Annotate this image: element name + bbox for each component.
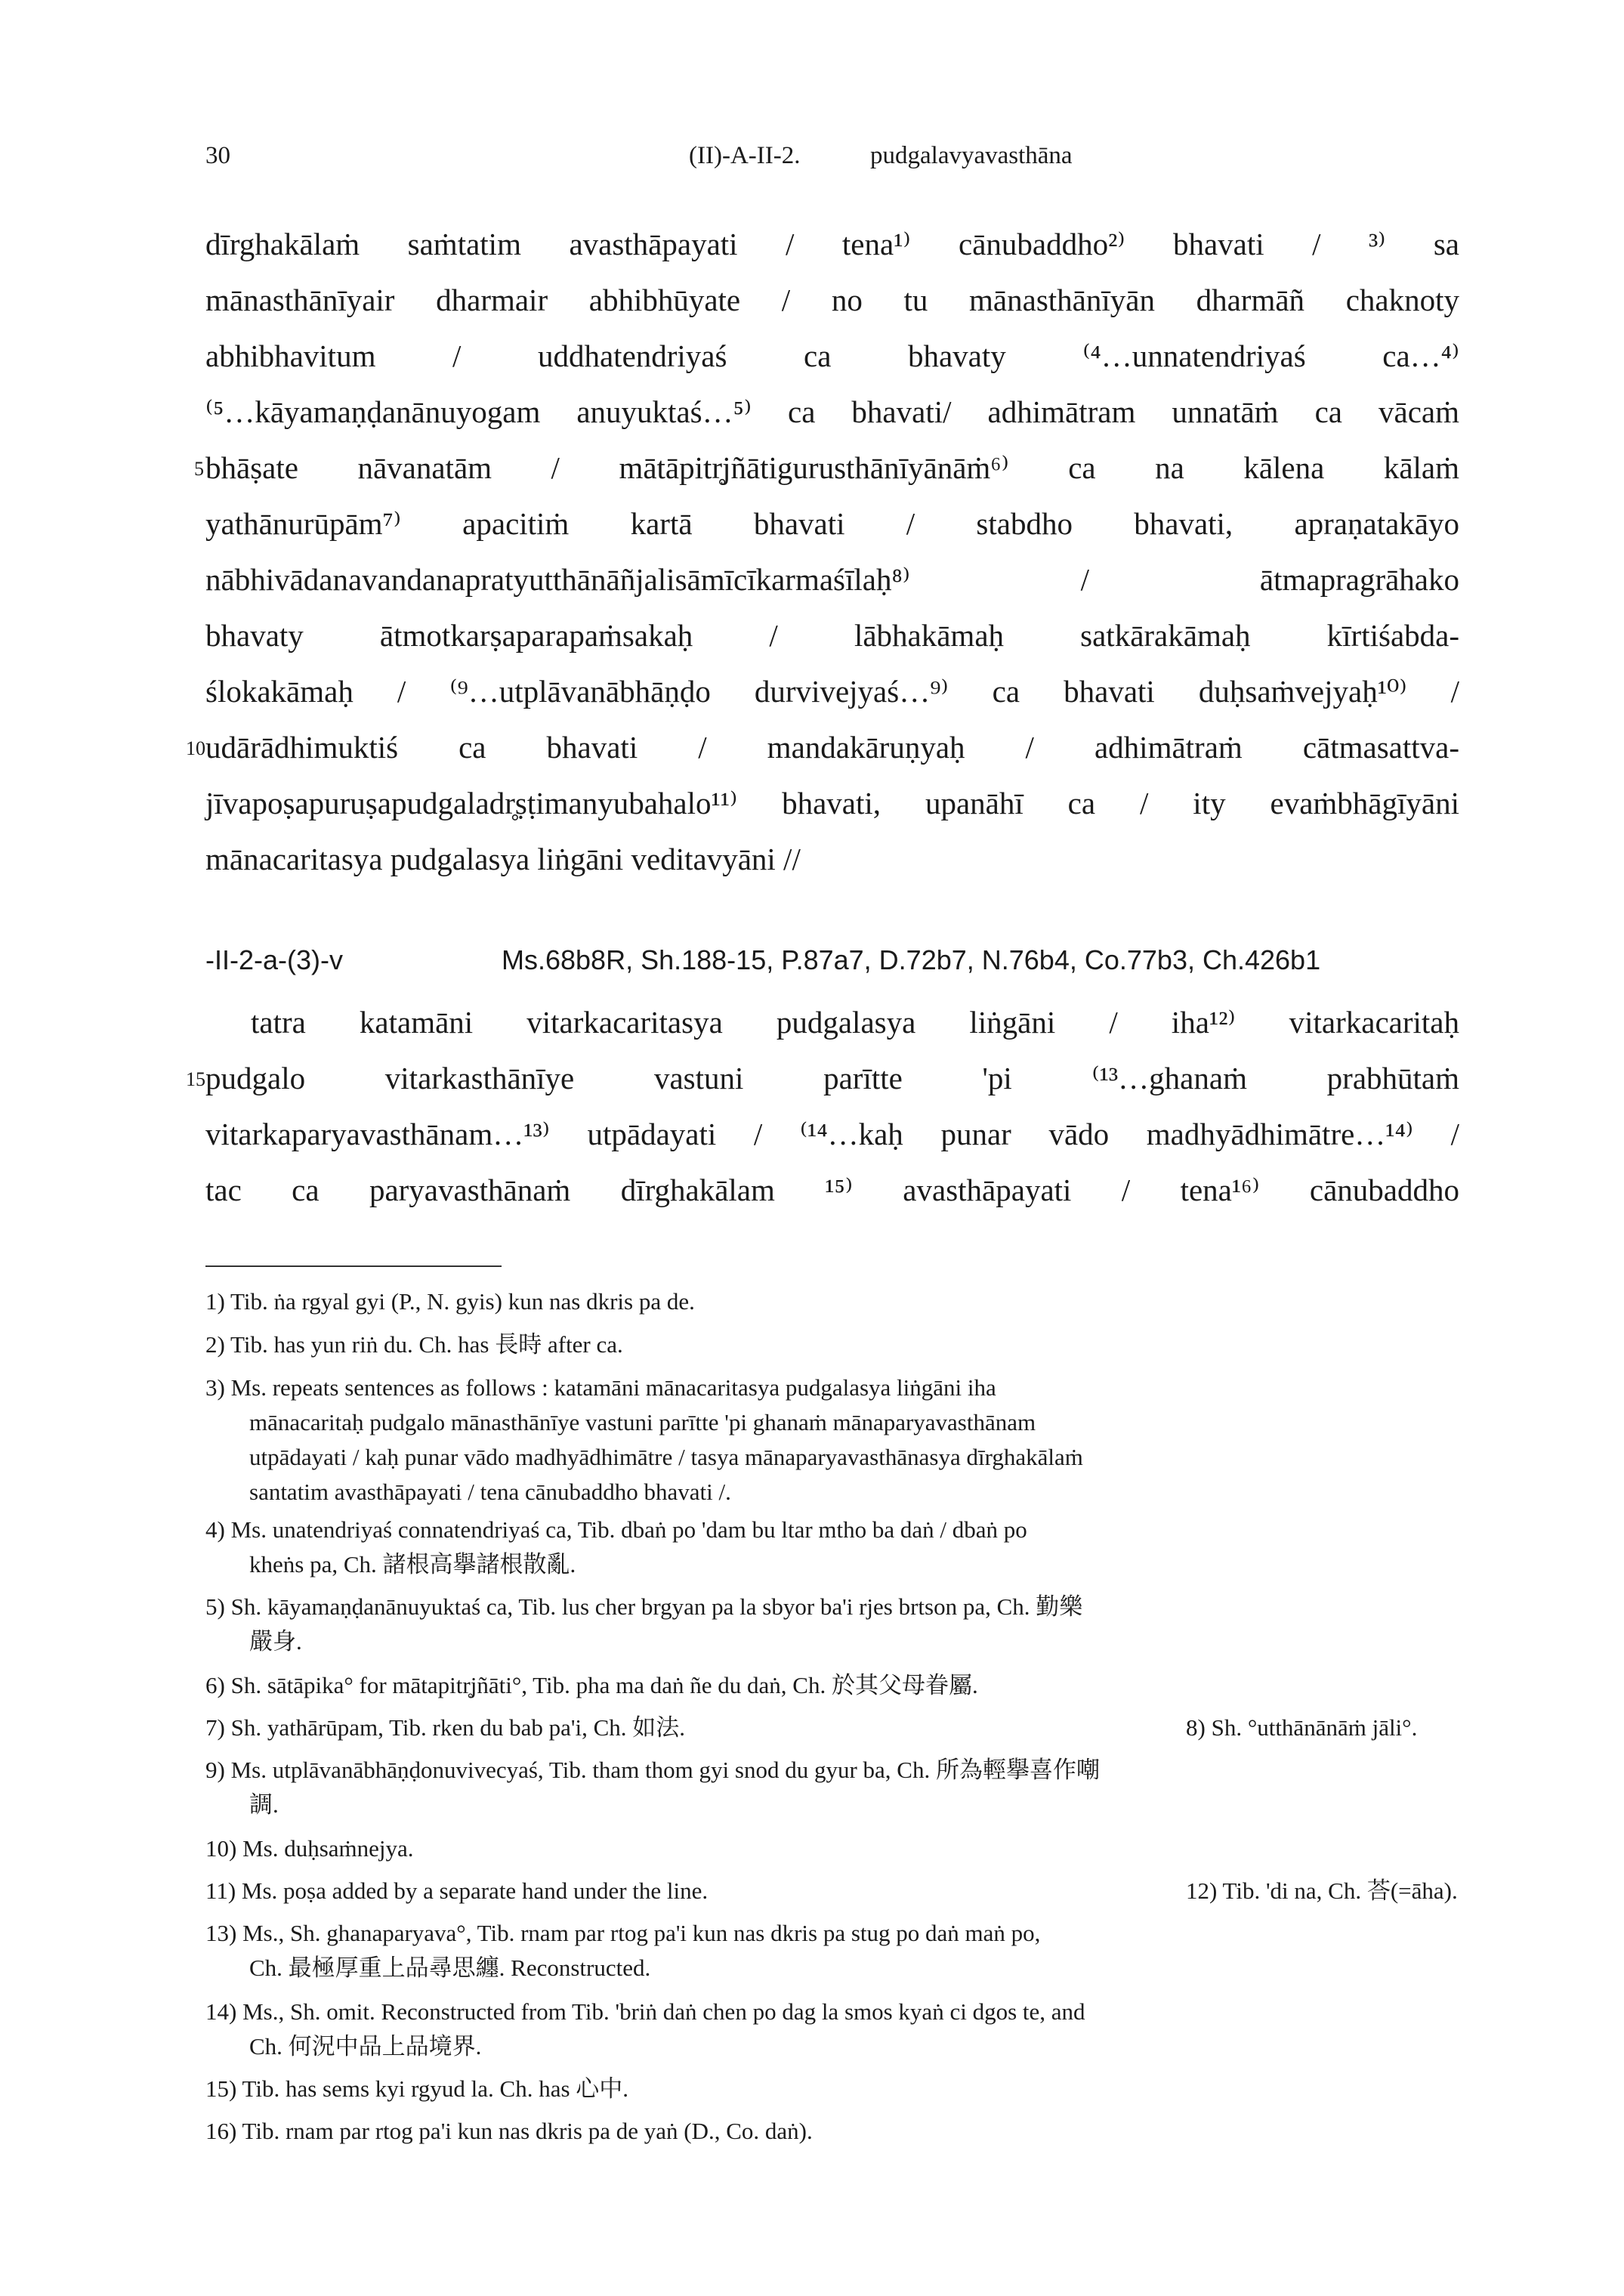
footnote <box>205 1513 1459 1582</box>
section-references: Ms.68b8R, Sh.188-15, P.87a7, D.72b7, N.76b4, Co.77b3, Ch.426b1 <box>502 944 1321 975</box>
footnote-line: 4) Ms. unatendriyaś connatendriyaś ca, Tib. dbaṅ po 'dam bu ltar mtho ba daṅ / dbaṅ po <box>205 1516 1027 1543</box>
text-line: ⁽⁵…kāyamaṇḍanānuyogam anuyuktaś…⁵⁾ ca bhavati/ adhimātram unnatāṁ ca vācaṁ <box>205 394 1459 429</box>
text-line: vitarkaparyavasthānam…¹³⁾ utpādayati / ⁽¹⁴…kaḥ punar vādo madhyādhimātre…¹⁴⁾ / <box>205 1117 1459 1151</box>
footnote-line: kheṅs pa, Ch. 諸根高擧諸根散亂. <box>249 1551 576 1578</box>
footnote: 16) Tib. rnam par rtog pa'i kun nas dkris pa de yaṅ (D., Co. daṅ). <box>205 2118 813 2144</box>
line-number: 5 <box>194 458 204 480</box>
footnote-line: 5) Sh. kāyamaṇḍanānuyuktaś ca, Tib. lus cher brgyan pa la sbyor ba'i rjes brtson pa, Ch. 勤樂 <box>205 1593 1083 1620</box>
footnote: 2) Tib. has yun riṅ du. Ch. has 長時 after ca. <box>205 1331 623 1358</box>
line-number: 10 <box>186 737 205 759</box>
footnote-row <box>205 1710 1459 1745</box>
text-line: dīrghakālaṁ saṁtatim avasthāpayati / tena¹⁾ cānubaddho²⁾ bhavati / ³⁾ sa <box>205 227 1459 261</box>
footnote-line: 14) Ms., Sh. omit. Reconstructed from Tib. 'briṅ daṅ chen po dag la smos kyaṅ ci dgos te, and <box>205 1998 1085 2025</box>
text-line: tatra katamāni vitarkacaritasya pudgalasya liṅgāni / iha¹²⁾ vitarkacaritaḥ <box>251 1005 1459 1040</box>
footnote-line: utpādayati / kaḥ punar vādo madhyādhimātre / tasya mānaparyavasthānasya dīrghakālaṁ <box>249 1444 1083 1470</box>
footnote-row <box>205 1874 1459 1908</box>
footnote <box>205 1995 1459 2064</box>
text-line: ślokakāmaḥ / ⁽⁹…utplāvanābhāṇḍo durvivejyaś…⁹⁾ ca bhavati duḥsaṁvejyaḥ¹⁰⁾ / <box>205 674 1459 709</box>
footnote-line: 嚴身. <box>249 1628 302 1655</box>
running-header <box>205 142 1459 187</box>
text-line: pudgalo vitarkasthānīye vastuni parītte 'pi ⁽¹³…ghanaṁ prabhūtaṁ <box>205 1061 1459 1095</box>
page-number: 30 <box>205 142 230 169</box>
section-heading <box>205 944 1459 990</box>
footnote: 15) Tib. has sems kyi rgyud la. Ch. has 心中. <box>205 2075 629 2102</box>
text-line: mānasthānīyair dharmair abhibhūyate / no tu mānasthānīyān dharmāñ chaknoty <box>205 283 1459 317</box>
text-line: yathānurūpām⁷⁾ apacitiṁ kartā bhavati / stabdho bhavati, apraṇatakāyo <box>205 506 1459 541</box>
section-id: -II-2-a-(3)-v <box>205 944 343 975</box>
text-line: bhavaty ātmotkarṣaparapaṁsakaḥ / lābhakāmaḥ satkārakāmaḥ kīrtiśabda- <box>205 618 1459 653</box>
footnote: 1) Tib. ṅa rgyal gyi (P., N. gyis) kun nas dkris pa de. <box>205 1288 695 1315</box>
footnote-line: Ch. 何況中品上品境界. <box>249 2033 482 2060</box>
header-title: pudgalavyavasthāna <box>870 142 1073 169</box>
footnote <box>205 1370 1459 1510</box>
line-number: 15 <box>186 1068 205 1090</box>
footnote: 6) Sh. sātāpika° for mātapitr̥jñāti°, Tib. pha ma daṅ ñe du daṅ, Ch. 於其父母眷屬. <box>205 1672 978 1698</box>
footnote-line: Ch. 最極厚重上品尋思纏. Reconstructed. <box>249 1955 651 1981</box>
footnote-line: santatim avasthāpayati / tena cānubaddho bhavati /. <box>249 1479 731 1505</box>
text-line: abhibhavitum / uddhatendriyaś ca bhavaty ⁽⁴…unnatendriyaś ca…⁴⁾ <box>205 338 1459 373</box>
footnote-line: 9) Ms. utplāvanābhāṇḍonuvivecyaś, Tib. tham thom gyi snod du gyur ba, Ch. 所為輕擧喜作嘲 <box>205 1757 1100 1783</box>
text-line: nābhivādanavandanapratyutthānāñjalisāmīcīkarmaśīlaḥ⁸⁾ / ātmapragrāhako <box>205 562 1459 597</box>
text-line: udārādhimuktiś ca bhavati / mandakāruṇyaḥ / adhimātraṁ cātmasattva- <box>205 730 1459 765</box>
footnote <box>205 1753 1459 1822</box>
footnote <box>205 1916 1459 1985</box>
text-line: tac ca paryavasthānaṁ dīrghakālam ¹⁵⁾ avasthāpayati / tena¹⁶⁾ cānubaddho <box>205 1173 1459 1207</box>
header-section: (II)-A-II-2. <box>689 142 801 169</box>
footnote-line: 調. <box>249 1791 279 1818</box>
footnote: 10) Ms. duḥsaṁnejya. <box>205 1835 414 1862</box>
footnote-line: 3) Ms. repeats sentences as follows : katamāni mānacaritasya pudgalasya liṅgāni iha <box>205 1374 996 1401</box>
footnote: 8) Sh. °utthānānāṁ jāli°. <box>1186 1714 1418 1741</box>
text-line: bhāṣate nāvanatām / mātāpitr̥jñātigurusthānīyānāṁ⁶⁾ ca na kālena kālaṁ <box>205 450 1459 485</box>
footnote <box>205 1590 1459 1659</box>
footnote-rule <box>205 1265 502 1267</box>
footnote: 7) Sh. yathārūpam, Tib. rken du bab pa'i, Ch. 如法. <box>205 1714 686 1741</box>
footnote-line: 13) Ms., Sh. ghanaparyava°, Tib. rnam par rtog pa'i kun nas dkris pa stug po daṅ maṅ po, <box>205 1920 1041 1946</box>
text-line: jīvapoṣapuruṣapudgaladr̥ṣṭimanyubahalo¹¹⁾ bhavati, upanāhī ca / ity evaṁbhāgīyāni <box>205 786 1459 820</box>
footnote: 12) Tib. 'di na, Ch. 荅(=āha). <box>1186 1877 1458 1904</box>
footnote: 11) Ms. poṣa added by a separate hand under the line. <box>205 1877 709 1904</box>
text-line: mānacaritasya pudgalasya liṅgāni veditavyāni // <box>205 842 801 876</box>
footnote-line: mānacaritaḥ pudgalo mānasthānīye vastuni parītte 'pi ghanaṁ mānaparyavasthānam <box>249 1409 1036 1435</box>
